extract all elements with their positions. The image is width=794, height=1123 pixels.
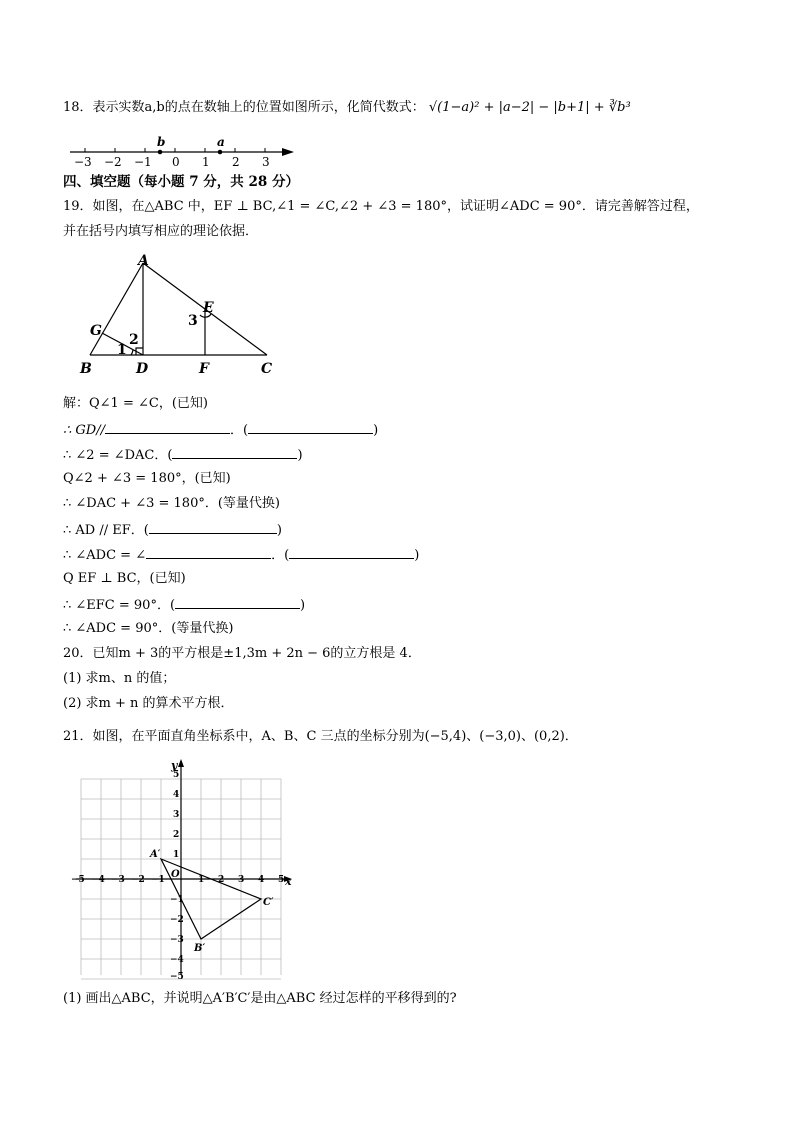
x-tick: −4: [91, 875, 105, 885]
label-angle1: 1: [117, 342, 127, 358]
label-D: D: [136, 361, 149, 375]
label-A: A: [138, 253, 149, 269]
y-tick: −4: [170, 955, 184, 965]
y-tick: −2: [170, 915, 184, 925]
tick-neg3: −3: [74, 155, 92, 169]
x-tick: 1: [198, 875, 205, 885]
x-tick: 3: [238, 875, 245, 885]
q18-formula: √(1−a)² + |a−2| − |b+1| + ∛b³: [428, 100, 631, 115]
q19-line2: 并在括号内填写相应的理论依据．: [63, 224, 259, 239]
label-angle3: 3: [188, 313, 198, 329]
label-F: F: [199, 361, 209, 375]
section-title: 四、填空题（每小题 7 分，共 28 分）: [63, 174, 299, 190]
label-b: b: [157, 135, 166, 149]
solution-step-5: ∴ ∠DAC + ∠3 = 180°．(等量代换): [63, 496, 280, 511]
x-tick: −1: [151, 875, 165, 885]
solution-step-6: ∴ AD // EF．( ): [63, 520, 282, 540]
y-tick: 5: [173, 770, 180, 780]
solution-step-10: ∴ ∠ADC = 90°．(等量代换): [63, 621, 234, 636]
label-E: E: [203, 300, 214, 316]
reason-blank-3[interactable]: [149, 520, 277, 534]
x-tick: 4: [258, 875, 265, 885]
tick-0: 0: [172, 155, 180, 169]
label-G: G: [90, 323, 102, 339]
label-B: B: [80, 361, 92, 375]
y-tick: −3: [170, 935, 184, 945]
tick-2: 2: [232, 155, 240, 169]
solution-step-1: 解：Q∠1 = ∠C，(已知): [63, 396, 208, 411]
number-line: [60, 130, 310, 170]
q19-line1: 19．如图，在△ABC 中，EF ⊥ BC,∠1 = ∠C,∠2 + ∠3 = 180°，试证明∠ADC = 90°．请完善解答过程，: [63, 199, 699, 214]
solution-step-4: Q∠2 + ∠3 = 180°，(已知): [63, 471, 231, 486]
point-a: [218, 150, 223, 155]
y-tick: −1: [170, 895, 184, 905]
reason-blank-4[interactable]: [289, 545, 414, 559]
solution-step-9: ∴ ∠EFC = 90°．( ): [63, 595, 305, 615]
q18-text: 18．表示实数a,b的点在数轴上的位置如图所示，化简代数式： √(1−a)² + |a−2| − |b+1| + ∛b³: [63, 100, 631, 115]
label-B-prime: B′: [194, 943, 206, 954]
q20-part2: (2) 求m + n 的算术平方根．: [63, 696, 234, 711]
solution-step-8: Q EF ⊥ BC，(已知): [63, 571, 186, 586]
x-tick: −2: [131, 875, 145, 885]
solution-step-7: ∴ ∠ADC = ∠ ．( ): [63, 545, 419, 565]
q21-line1: 21．如图，在平面直角坐标系中，A、B、C 三点的坐标分别为(−5,4)、(−3,0)、(0,2)．: [63, 729, 578, 744]
y-tick: 2: [173, 830, 180, 840]
origin-label: O: [171, 869, 180, 880]
tick-neg2: −2: [104, 155, 122, 169]
answer-blank-2[interactable]: [146, 545, 271, 559]
solution-step-2: ∴ GD// ．( ): [63, 420, 378, 440]
x-axis-label: x: [285, 875, 292, 888]
triangle-figure: [75, 250, 290, 375]
y-tick: −5: [170, 972, 184, 980]
q21-part1: (1) 画出△ABC，并说明△A′B′C′是由△ABC 经过怎样的平移得到的?: [63, 991, 457, 1006]
reason-blank-5[interactable]: [175, 595, 300, 609]
coordinate-grid: [68, 755, 298, 980]
q20-part1: (1) 求m、n 的值；: [63, 671, 176, 686]
solution-step-3: ∴ ∠2 = ∠DAC．( ): [63, 445, 303, 465]
label-A-prime: A′: [150, 849, 161, 860]
label-angle2: 2: [129, 332, 139, 348]
label-C-prime: C′: [263, 897, 274, 908]
y-tick: 3: [173, 810, 180, 820]
reason-blank-2[interactable]: [172, 445, 297, 459]
label-C: C: [261, 361, 273, 375]
x-tick: 2: [218, 875, 225, 885]
tick-1: 1: [202, 155, 210, 169]
answer-blank-1[interactable]: [105, 420, 230, 434]
reason-blank-1[interactable]: [248, 420, 373, 434]
y-axis-label: y: [171, 759, 178, 772]
x-tick: −3: [111, 875, 125, 885]
q20-line1: 20．已知m + 3的平方根是±1,3m + 2n − 6的立方根是 4．: [63, 646, 421, 661]
point-b: [158, 150, 163, 155]
x-tick: 5: [278, 875, 285, 885]
y-tick: 4: [173, 790, 180, 800]
label-a: a: [217, 135, 225, 149]
x-tick: −5: [71, 875, 85, 885]
tick-neg1: −1: [134, 155, 152, 169]
y-tick: 1: [173, 850, 180, 860]
tick-3: 3: [262, 155, 270, 169]
